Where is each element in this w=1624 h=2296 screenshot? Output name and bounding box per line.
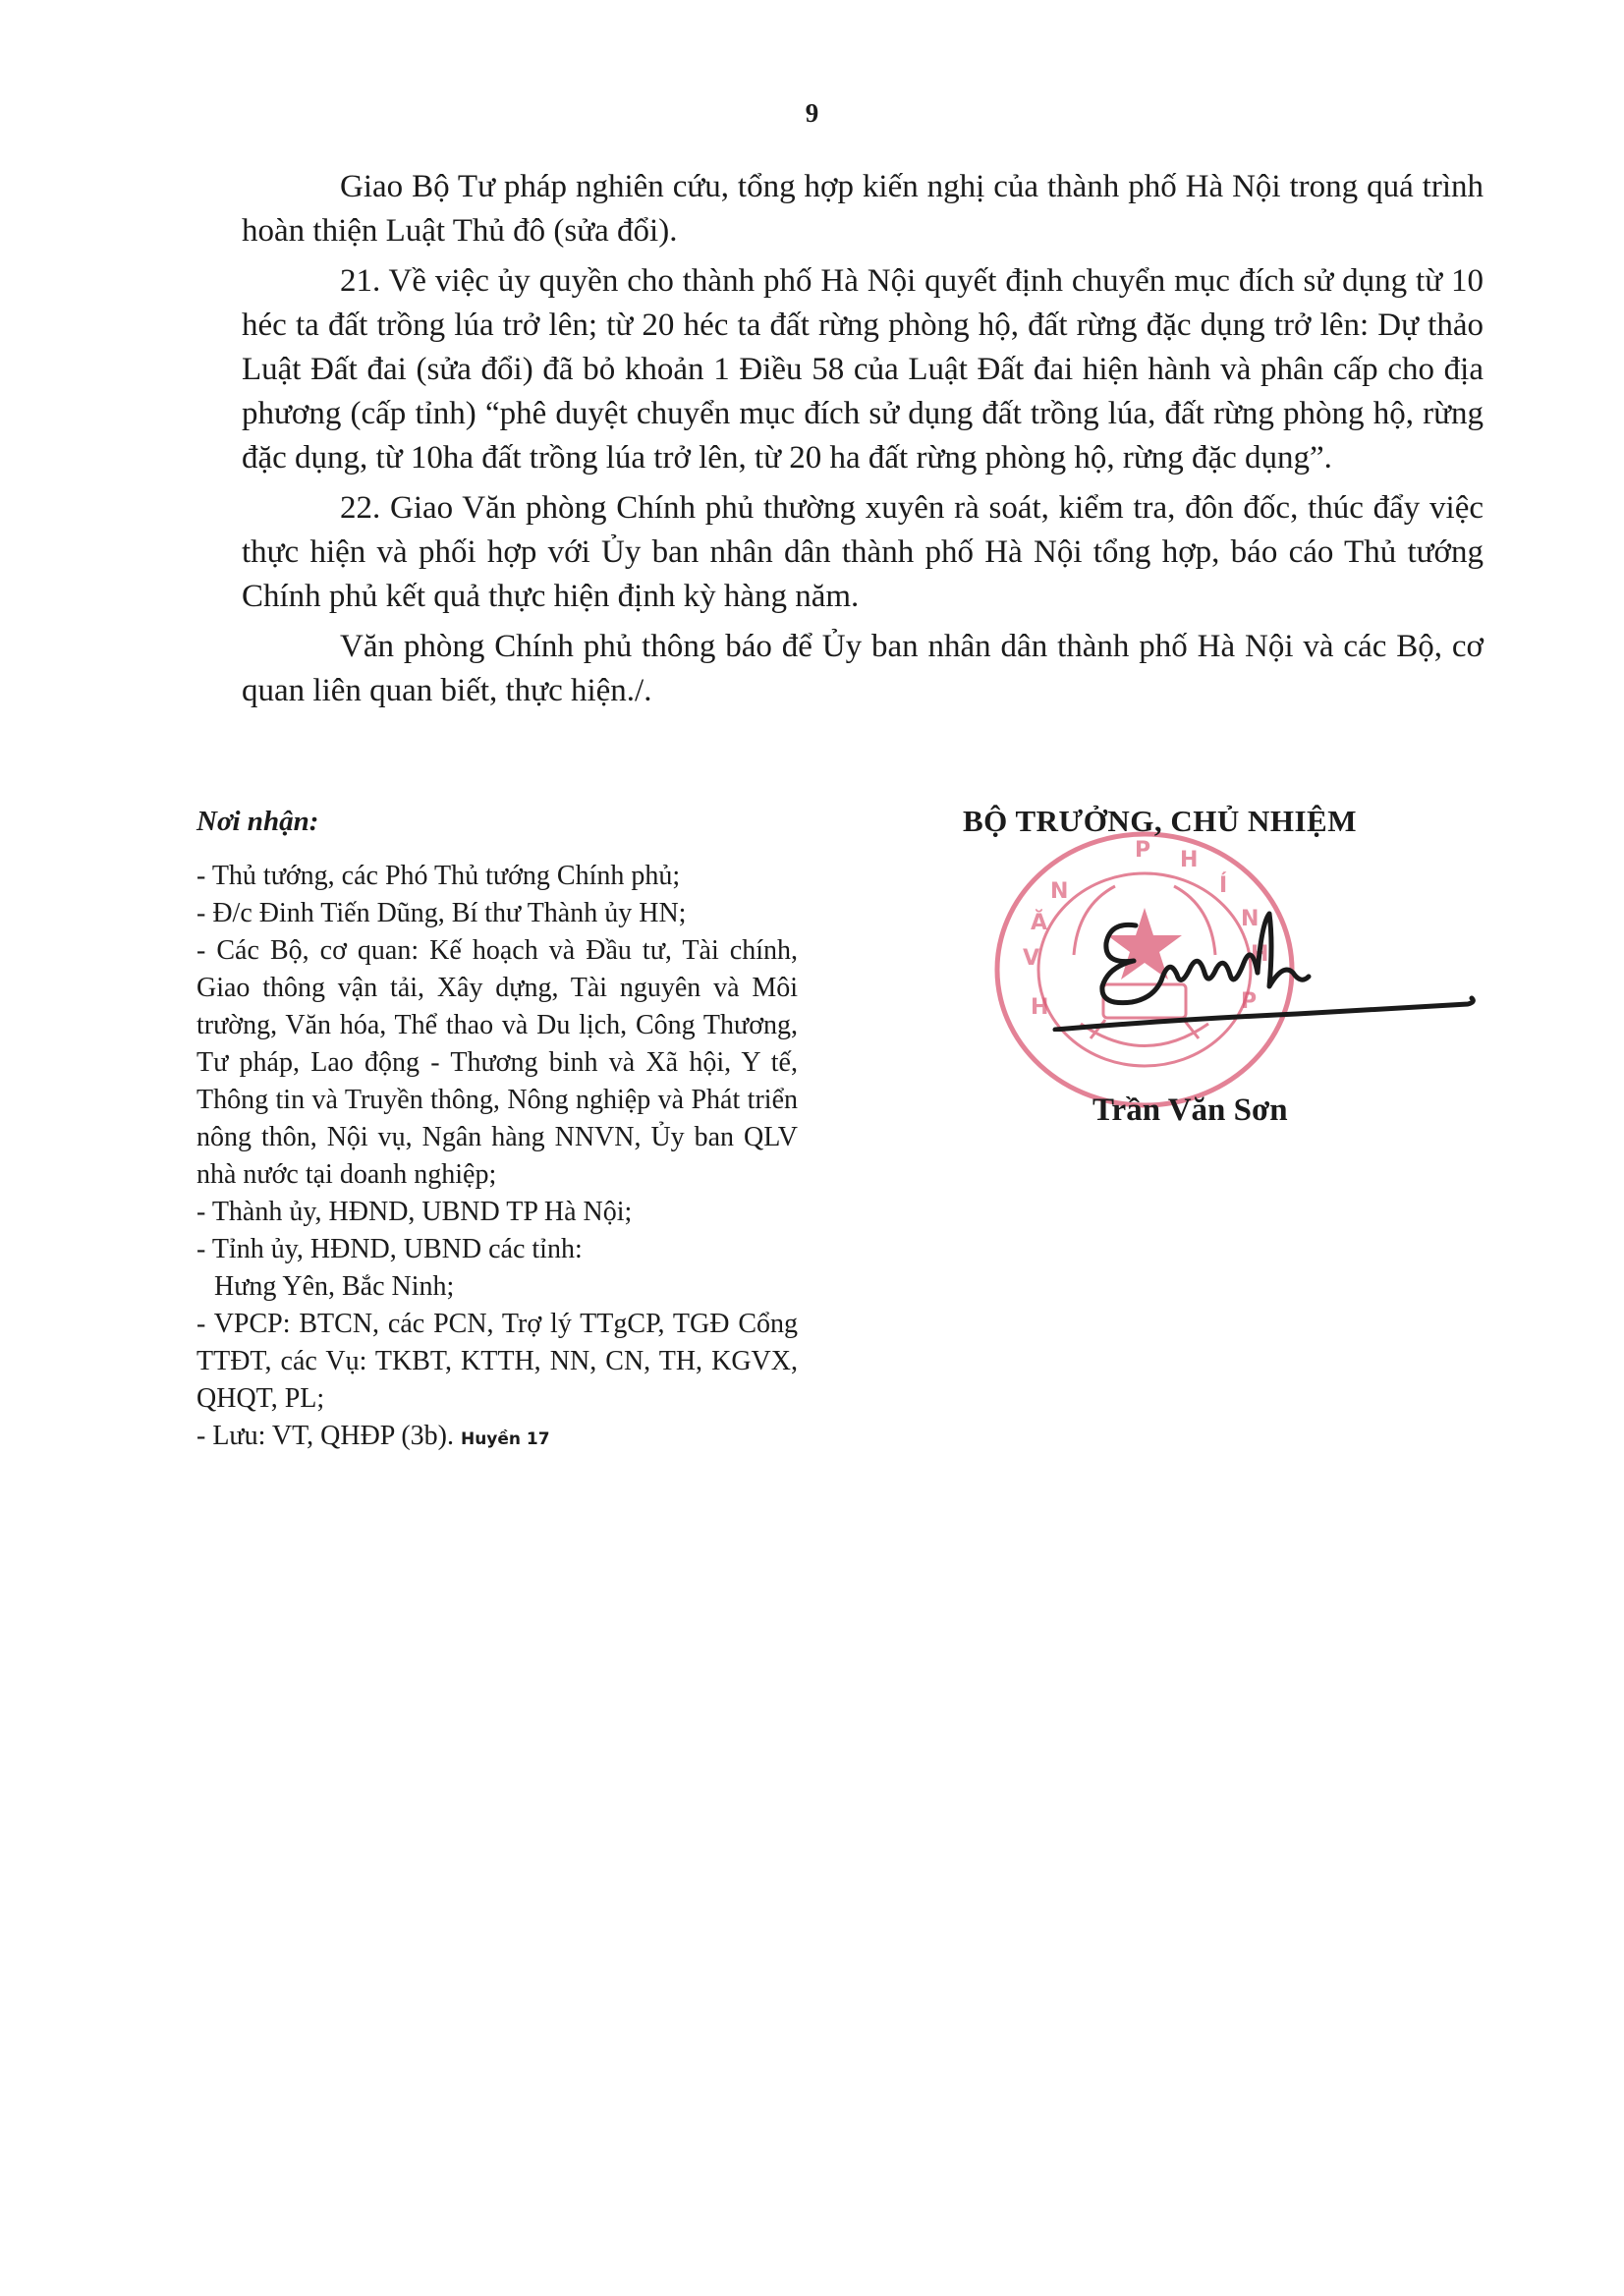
recipient-item: - Tỉnh ủy, HĐND, UBND các tỉnh: <box>196 1234 583 1264</box>
svg-text:Í: Í <box>1219 873 1228 898</box>
svg-text:N: N <box>1050 879 1069 904</box>
recipient-item: - Các Bộ, cơ quan: Kế hoạch và Đầu tư, Tài chính, Giao thông vận tải, Xây dựng, Tài nguyên và Môi trường, Văn hóa, Thể thao và Du lịch, Công Thương, Tư pháp, Lao động - Thương binh và Xã hội, Y tế, Thông tin và Truyền thông, Nông nghiệp và Phát triển nông thôn, Nội vụ, Ngân hàng NNVN, Ủy ban QLV nhà nước tại doanh nghiệp; <box>196 935 798 1190</box>
body-paragraph: Văn phòng Chính phủ thông báo để Ủy ban nhân dân thành phố Hà Nội và các Bộ, cơ quan liên quan biết, thực hiện./. <box>242 629 1484 708</box>
page-number: 9 <box>805 98 819 128</box>
body-paragraph: 22. Giao Văn phòng Chính phủ thường xuyên rà soát, kiểm tra, đôn đốc, thúc đẩy việc thực hiện và phối hợp với Ủy ban nhân dân thành phố Hà Nội tổng hợp, báo cáo Thủ tướng Chính phủ kết quả thực hiện định kỳ hàng năm. <box>242 490 1484 614</box>
handwritten-signature-icon <box>1051 904 1484 1032</box>
body-paragraph: Giao Bộ Tư pháp nghiên cứu, tổng hợp kiến nghị của thành phố Hà Nội trong quá trình hoàn thiện Luật Thủ đô (sửa đổi). <box>242 169 1484 249</box>
svg-text:H: H <box>1251 942 1269 967</box>
recipient-item: - Đ/c Đinh Tiến Dũng, Bí thư Thành ủy HN; <box>196 898 687 928</box>
signer-name: Trần Văn Sơn <box>1092 1092 1288 1128</box>
recipient-item-archive <box>196 1418 798 1458</box>
recipients-block <box>196 806 798 1458</box>
recipients-heading: Nơi nhận: <box>196 806 319 837</box>
svg-text:H: H <box>1031 995 1049 1020</box>
handwritten-note: Huyền 17 <box>460 1429 550 1449</box>
recipient-item: - Thành ủy, HĐND, UBND TP Hà Nội; <box>196 1197 633 1227</box>
recipients-list <box>196 858 798 1458</box>
recipient-item: - VPCP: BTCN, các PCN, Trợ lý TTgCP, TGĐ Cổng TTĐT, các Vụ: TKBT, KTTH, NN, CN, TH, KGVX, QHQT, PL; <box>196 1309 798 1414</box>
body-paragraph: 21. Về việc ủy quyền cho thành phố Hà Nội quyết định chuyển mục đích sử dụng từ 10 héc ta đất trồng lúa trở lên; từ 20 héc ta đất rừng phòng hộ, đất rừng đặc dụng trở lên: Dự thảo Luật Đất đai (sửa đổi) đã bỏ khoản 1 Điều 58 của Luật Đất đai hiện hành và phân cấp cho địa phương (cấp tỉnh) “phê duyệt chuyển mục đích sử dụng đất trồng lúa, đất rừng phòng hộ, rừng đặc dụng, từ 10ha đất trồng lúa trở lên, từ 20 ha đất rừng phòng hộ, rừng đặc dụng”. <box>242 263 1484 476</box>
svg-text:Ă: Ă <box>1031 911 1048 935</box>
svg-text:V: V <box>1023 946 1040 971</box>
recipient-item: Hưng Yên, Bắc Ninh; <box>214 1271 455 1302</box>
recipient-item: - Thủ tướng, các Phó Thủ tướng Chính phủ; <box>196 861 681 891</box>
svg-text:P: P <box>1241 989 1258 1014</box>
svg-text:H: H <box>1180 848 1199 872</box>
svg-text:P: P <box>1135 838 1151 863</box>
recipient-item-archive-text: - Lưu: VT, QHĐP (3b). <box>196 1421 454 1451</box>
svg-text:N: N <box>1241 907 1260 931</box>
document-body <box>242 165 1484 719</box>
signer-title: BỘ TRƯỞNG, CHỦ NHIỆM <box>963 804 1357 838</box>
